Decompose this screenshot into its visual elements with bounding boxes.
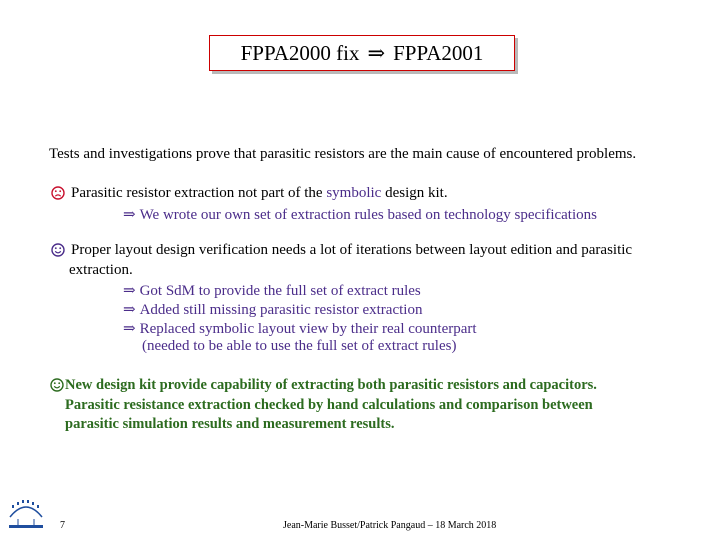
item1-symbolic-word: symbolic [326, 185, 382, 201]
item2-sub-text-2: Added still missing parasitic resistor extraction [139, 302, 423, 318]
item2-sub-2 [123, 300, 422, 319]
item2-line2: extraction. [69, 262, 133, 278]
footer-authors-date: Jean-Marie Busset/Patrick Pangaud – 18 March 2018 [283, 520, 497, 531]
implies-arrow: ⇒ [123, 302, 136, 318]
page-number: 7 [60, 520, 65, 531]
item2-sub-text-3: Replaced symbolic layout view by their real counterpart [139, 321, 477, 337]
sad-face-icon [51, 186, 65, 200]
item2-sub-text-1: Got SdM to provide the full set of extract rules [139, 283, 421, 299]
implies-arrow: ⇒ [123, 207, 136, 223]
item3-line3: parasitic simulation results and measurement results. [65, 416, 395, 432]
implies-arrow: ⇒ [123, 321, 136, 337]
smiley-icon [50, 378, 64, 392]
item2-line1: Proper layout design verification needs a lot of iterations between layout edition and parasitic [71, 242, 633, 258]
item1-text [71, 185, 448, 202]
slide-title [209, 35, 515, 71]
institution-logo-icon [6, 495, 46, 530]
item1-text-before: Parasitic resistor extraction not part of the [71, 185, 327, 201]
title-right: FPPA2001 [393, 40, 484, 65]
item1-text-after: design kit. [381, 185, 448, 201]
intro-text: Tests and investigations prove that parasitic resistors are the main cause of encountered problems. [49, 146, 637, 162]
item3-line1: New design kit provide capability of extracting both parasitic resistors and capacitors. [65, 377, 597, 393]
title-arrow: ⇒ [367, 40, 386, 65]
item2-sub-1 [123, 281, 421, 300]
item2-sub-3 [123, 319, 477, 338]
item3-line2: Parasitic resistance extraction checked by hand calculations and comparison between [65, 397, 593, 413]
implies-arrow: ⇒ [123, 283, 136, 299]
happy-face-icon [51, 243, 65, 257]
item1-sub [123, 205, 597, 224]
item2-sub-cont: (needed to be able to use the full set of extract rules) [142, 338, 457, 354]
title-left: FPPA2000 fix [240, 40, 360, 65]
item1-sub-text: We wrote our own set of extraction rules based on technology specifications [139, 207, 597, 223]
